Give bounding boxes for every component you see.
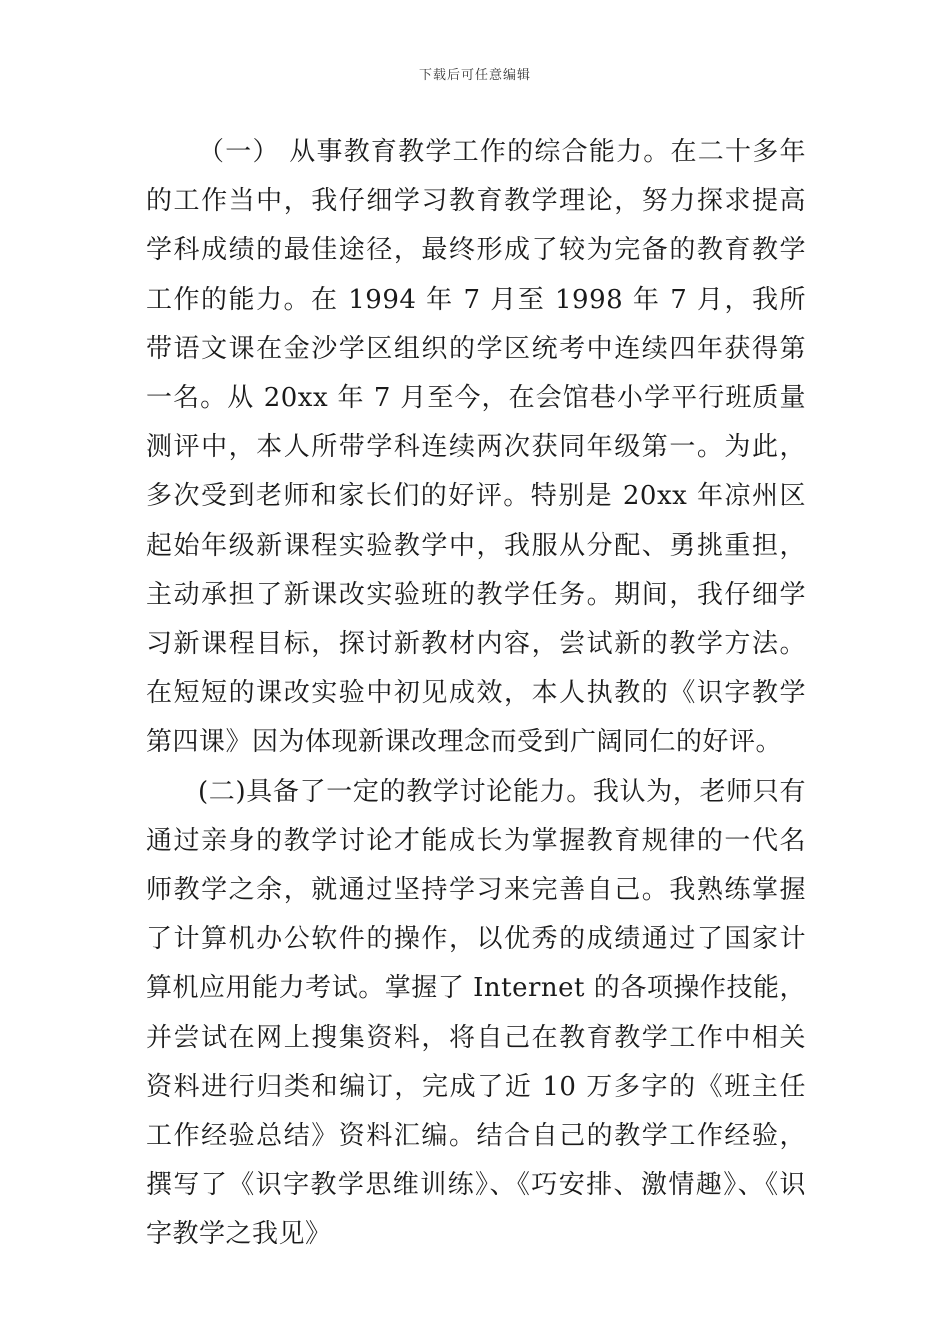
document-body [146, 128, 806, 1260]
paragraph-2: (二)具备了一定的教学讨论能力。我认为，老师只有通过亲身的教学讨论才能成长为掌握教育规律的一代名师教学之余，就通过坚持学习来完善自己。我熟练掌握了计算机办公软件的操作，以优秀的成绩通过了国家计算机应用能力考试。掌握了 Internet 的各项操作技能，并尝试在网上搜集资料，将自己在教育教学工作中相关资料进行归类和编订，完成了近 10 万多字的《班主任工作经验总结》资料汇编。结合自己的教学工作经验，撰写了《识字教学思维训练》、《巧安排、激情趣》、《识字教学之我见》 [146, 776, 806, 1250]
paragraph-1: （一） 从事教育教学工作的综合能力。在二十多年的工作当中，我仔细学习教育教学理论，努力探求提高学科成绩的最佳途径，最终形成了较为完备的教育教学工作的能力。在 1994 年 7 月至 1998 年 7 月，我所带语文课在金沙学区组织的学区统考中连续四年获得第一名。从 20xx 年 7 月至今，在会馆巷小学平行班质量测评中，本人所带学科连续两次获同年级第一。为此，多次受到老师和家长们的好评。特别是 20xx 年凉州区起始年级新课程实验教学中，我服从分配、勇挑重担，主动承担了新课改实验班的教学任务。期间，我仔细学习新课程目标，探讨新教材内容，尝试新的教学方法。在短短的课改实验中初见成效，本人执教的《识字教学第四课》因为体现新课改理念而受到广阔同仁的好评。 [146, 137, 806, 758]
page-header: 下载后可任意编辑 [418, 68, 531, 83]
